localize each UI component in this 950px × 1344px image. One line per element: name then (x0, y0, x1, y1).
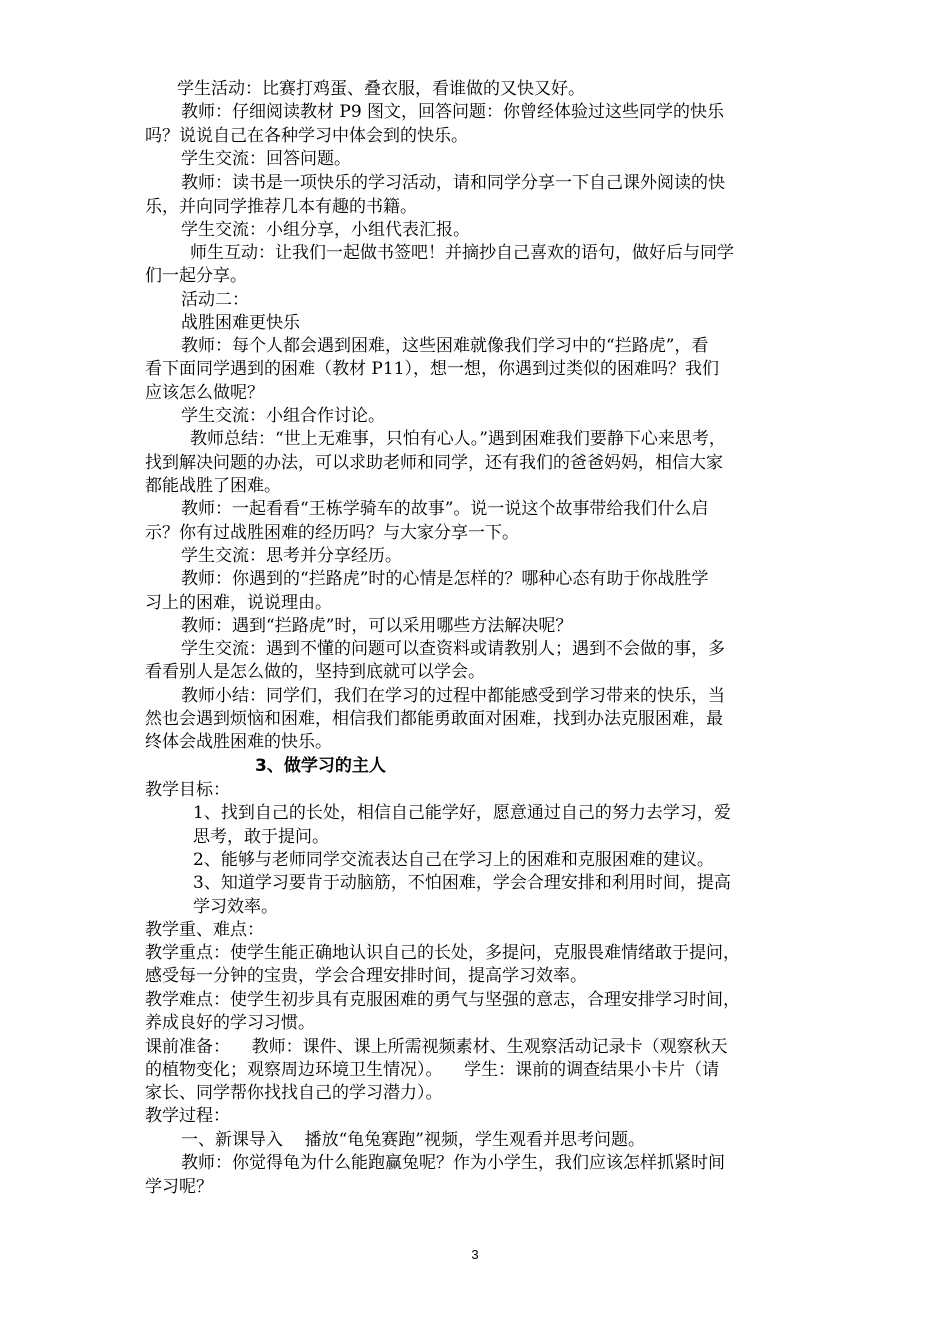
paragraph-line: 家长、同学帮你找找自己的学习潜力）。 (145, 1083, 443, 1103)
paragraph-line: 学习呢？ (145, 1177, 213, 1197)
paragraph-line: 教师：每个人都会遇到困难，这些困难就像我们学习中的“拦路虎”，看 (181, 336, 709, 356)
paragraph-line: 学生交流：小组分享，小组代表汇报。 (181, 220, 470, 240)
section-heading: 战胜困难更快乐 (181, 313, 300, 333)
goal-item: 1、找到自己的长处，相信自己能学好，愿意通过自己的努力去学习，爱 (193, 803, 731, 823)
paragraph-line: 乐，并向同学推荐几本有趣的书籍。 (145, 197, 417, 217)
paragraph-line: 学生交流：小组合作讨论。 (181, 406, 385, 426)
paragraph-line: 习上的困难，说说理由。 (145, 593, 332, 613)
goal-item-continuation: 思考，敢于提问。 (193, 827, 329, 847)
paragraph-line: 教师：仔细阅读教材 P9 图文，回答问题：你曾经体验过这些同学的快乐 (181, 102, 725, 122)
paragraph-line: 教师总结：“世上无难事，只怕有心人。”遇到困难我们要静下心来思考， (190, 429, 726, 449)
section-label: 教学重、难点： (145, 920, 264, 940)
paragraph-line: 养成良好的学习习惯。 (145, 1013, 315, 1033)
paragraph-line: 教师：一起看看“王栋学骑车的故事”。说一说这个故事带给我们什么启 (181, 499, 709, 519)
paragraph-line: 学生活动：比赛打鸡蛋、叠衣服，看谁做的又快又好。 (177, 79, 585, 99)
paragraph-line: 应该怎么做呢？ (145, 383, 264, 403)
paragraph-line: 看看别人是怎么做的，坚持到底就可以学会。 (145, 662, 485, 682)
paragraph-line: 吗？说说自己在各种学习中体会到的快乐。 (145, 126, 468, 146)
paragraph-line: 学生交流：遇到不懂的问题可以查资料或请教别人；遇到不会做的事，多 (181, 639, 725, 659)
paragraph-line: 学生交流：思考并分享经历。 (181, 546, 402, 566)
paragraph-line: 教师：你觉得龟为什么能跑赢兔呢？作为小学生，我们应该怎样抓紧时间 (181, 1153, 725, 1173)
goal-item-continuation: 学习效率。 (193, 897, 278, 917)
goal-item: 3、知道学习要肯于动脑筋，不怕困难，学会合理安排和利用时间，提高 (193, 873, 731, 893)
paragraph-line: 找到解决问题的办法，可以求助老师和同学，还有我们的爸爸妈妈，相信大家 (145, 453, 723, 473)
section-label: 活动二： (181, 290, 249, 310)
paragraph-line: 教师：读书是一项快乐的学习活动，请和同学分享一下自己课外阅读的快 (181, 173, 725, 193)
paragraph-line: 学生交流：回答问题。 (181, 149, 351, 169)
paragraph-line: 看下面同学遇到的困难（教材 P11），想一想，你遇到过类似的困难吗？我们 (145, 359, 719, 379)
paragraph-line: 教学难点：使学生初步具有克服困难的勇气与坚强的意志，合理安排学习时间， (145, 990, 740, 1010)
paragraph-line: 教师小结：同学们，我们在学习的过程中都能感受到学习带来的快乐，当 (181, 686, 725, 706)
paragraph-line: 的植物变化；观察周边环境卫生情况）。 学生：课前的调查结果小卡片（请 (145, 1060, 720, 1080)
section-label: 教学目标： (145, 780, 230, 800)
paragraph-line: 们一起分享。 (145, 266, 247, 286)
paragraph-line: 师生互动：让我们一起做书签吧！并摘抄自己喜欢的语句，做好后与同学 (190, 243, 734, 263)
paragraph-line: 然也会遇到烦恼和困难，相信我们都能勇敢面对困难，找到办法克服困难，最 (145, 709, 723, 729)
paragraph-line: 都能战胜了困难。 (145, 476, 281, 496)
paragraph-line: 终体会战胜困难的快乐。 (145, 732, 332, 752)
paragraph-line: 示？你有过战胜困难的经历吗？与大家分享一下。 (145, 523, 519, 543)
section-label: 教学过程： (145, 1106, 230, 1126)
goal-item: 2、能够与老师同学交流表达自己在学习上的困难和克服困难的建议。 (193, 850, 714, 870)
paragraph-line: 感受每一分钟的宝贵，学会合理安排时间，提高学习效率。 (145, 966, 587, 986)
paragraph-line: 教师：遇到“拦路虎”时，可以采用哪些方法解决呢？ (181, 616, 573, 636)
paragraph-line: 课前准备： 教师：课件、课上所需视频素材、生观察活动记录卡（观察秋天 (145, 1037, 728, 1057)
paragraph-line: 教学重点：使学生能正确地认识自己的长处，多提问，克服畏难情绪敢于提问， (145, 943, 740, 963)
paragraph-line: 教师：你遇到的“拦路虎”时的心情是怎样的？哪种心态有助于你战胜学 (181, 569, 709, 589)
lesson-title: 3、做学习的主人 (255, 756, 386, 776)
paragraph-line: 一、新课导入 播放“龟兔赛跑”视频，学生观看并思考问题。 (181, 1130, 645, 1150)
page-number: 3 (471, 1247, 479, 1262)
